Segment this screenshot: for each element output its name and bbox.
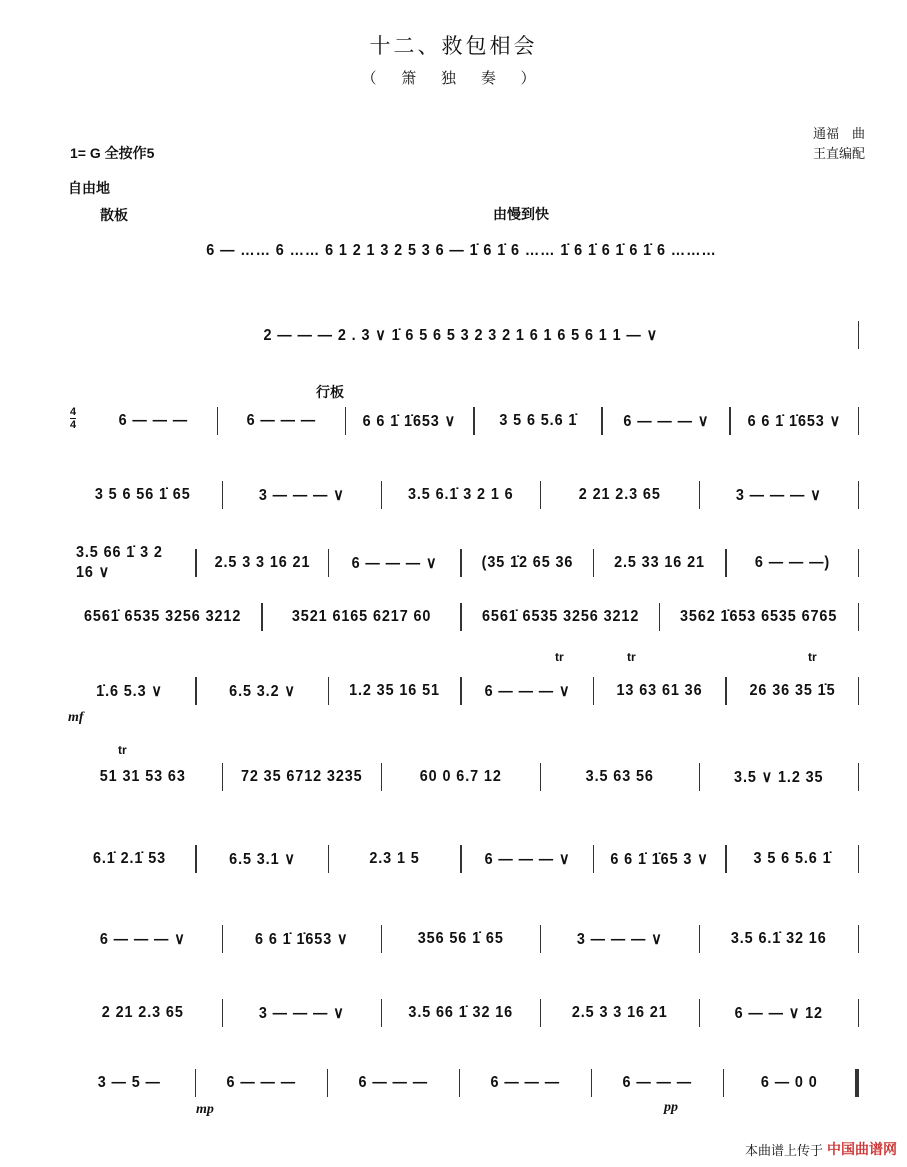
bar-line <box>195 1069 197 1097</box>
measure: 6 6 1̇ 1̇653 ∨ <box>362 413 457 430</box>
bar-line <box>381 999 383 1027</box>
trill-mark: tr <box>555 650 564 664</box>
measure: 13 63 61 36 <box>616 682 703 699</box>
bar-line <box>473 407 475 435</box>
measure: 6561̇ 6535 3256 3212 <box>481 608 639 625</box>
score-line <box>64 482 859 508</box>
bar-line <box>725 549 727 577</box>
bar-line <box>222 999 224 1027</box>
measure: 2.3 1 5 <box>369 850 420 867</box>
score-line <box>64 544 859 581</box>
key-signature: 1= G 全按作5 <box>70 145 155 161</box>
bar-line <box>460 845 462 873</box>
bar-line <box>381 925 383 953</box>
measure: 3 — — — ∨ <box>258 487 345 504</box>
bar-line <box>858 603 860 631</box>
bar-line <box>593 845 595 873</box>
measure: 3 — — — ∨ <box>258 1005 345 1022</box>
score-line <box>64 764 859 790</box>
bar-line <box>601 407 603 435</box>
measure: 2.5 33 16 21 <box>614 554 705 571</box>
measure: 356 56 1̇ 65 <box>417 930 504 947</box>
bar-line <box>459 1069 461 1097</box>
measure: 6 — — — <box>358 1074 429 1091</box>
bar-line <box>858 549 860 577</box>
marking-slow-to-fast: 由慢到快 <box>493 206 549 222</box>
measure: 6 — — ∨ 12 <box>734 1005 823 1022</box>
bar-line <box>659 603 661 631</box>
measure: 3.5 6.1̇ 32 16 <box>730 930 827 947</box>
score-line <box>64 322 859 348</box>
composer: 通福 曲 <box>812 126 865 141</box>
score-line <box>64 604 859 630</box>
measure: 6 — — — ∨ <box>99 931 186 948</box>
measure: 6 — — — <box>622 1074 693 1091</box>
score-line <box>64 1070 859 1096</box>
bar-line <box>222 763 224 791</box>
bar-line <box>858 321 860 349</box>
measure: 3 — 5 — <box>97 1074 161 1091</box>
measure: 2.5 3 3 16 21 <box>571 1004 668 1021</box>
measure: 2 21 2.3 65 <box>101 1004 184 1021</box>
footer-text: 本曲谱上传于 <box>744 1142 823 1158</box>
score-title: 十二、救包相会 <box>369 34 538 58</box>
bar-line <box>460 603 462 631</box>
measure: 72 35 6712 3235 <box>240 768 363 785</box>
measure: 6 — — — ∨ <box>484 683 570 700</box>
measure: 3.5 ∨ 1.2 35 <box>734 769 824 786</box>
measure: 3 5 6 5.6 1̇ <box>498 412 577 429</box>
measure: 2 21 2.3 65 <box>578 486 661 503</box>
bar-line <box>699 481 701 509</box>
measure: 3562 1̇653 6535 6765 <box>680 608 838 625</box>
bar-line <box>222 481 224 509</box>
measure: 2.5 3 3 16 21 <box>214 554 310 571</box>
bar-line <box>858 407 860 435</box>
measure: 3 5 6 56 1̇ 65 <box>94 486 191 503</box>
score-line <box>64 1000 859 1026</box>
bar-line <box>593 549 595 577</box>
score-line <box>64 238 859 264</box>
score-line <box>64 678 859 704</box>
bar-line <box>858 925 860 953</box>
bar-line <box>591 1069 593 1097</box>
measure: 26 36 35 1̇5 <box>749 682 835 699</box>
bar-line <box>858 845 860 873</box>
bar-line <box>327 1069 329 1097</box>
time-signature: 4 4 <box>70 406 77 431</box>
measure: 6 6 1̇ 1̇653 ∨ <box>747 413 841 430</box>
bar-line <box>217 407 219 435</box>
bar-line <box>460 677 462 705</box>
dynamic-mf: mf <box>68 710 84 725</box>
footer <box>745 1139 897 1159</box>
bar-line <box>855 1069 859 1097</box>
trill-mark: tr <box>808 650 817 664</box>
bar-line <box>723 1069 725 1097</box>
bar-line <box>540 481 542 509</box>
marking-sanban: 散板 <box>100 207 128 223</box>
measure: 3.5 66 1̇ 32 16 <box>408 1004 514 1021</box>
bar-line <box>540 763 542 791</box>
bar-line <box>222 925 224 953</box>
bar-line <box>593 677 595 705</box>
measure: 3.5 63 56 <box>585 768 654 785</box>
arranger: 王直编配 <box>812 146 865 161</box>
bar-line <box>858 763 860 791</box>
measure: 6.5 3.1 ∨ <box>228 851 296 868</box>
bar-line <box>195 845 197 873</box>
bar-line <box>381 481 383 509</box>
bar-line <box>195 677 197 705</box>
measure: 3.5 66 1̇ 3 2 16 ∨ <box>75 544 163 581</box>
measure: 6 — …… 6 …… 6 1 2 1 3 2 5 3 6 — 1̇ 6 1̇ 6 …… 1̇ 6 1̇ 6 1̇ 6 1̇ 6 ……… <box>206 242 717 259</box>
measure: 6 6 1̇ 1̇653 ∨ <box>255 931 349 948</box>
measure: 6 — — — <box>490 1074 561 1091</box>
measure: 3 5 6 5.6 1̇ <box>753 850 831 867</box>
bar-line <box>460 549 462 577</box>
measure: 51 31 53 63 <box>99 768 186 785</box>
measure: 3 — — — ∨ <box>735 487 822 504</box>
score-subtitle: （ 箫 独 奏 ） <box>361 69 546 87</box>
measure: 6 — — — ∨ <box>351 555 438 572</box>
bar-line <box>699 999 701 1027</box>
bar-line <box>729 407 731 435</box>
trill-mark: tr <box>627 650 636 664</box>
marking-xingban: 行板 <box>316 384 344 400</box>
measure: (35 1̇2 65 36 <box>481 554 573 571</box>
measure: 3.5 6.1̇ 3 2 1 6 <box>407 486 514 503</box>
bar-line <box>381 763 383 791</box>
bar-line <box>858 999 860 1027</box>
bar-line <box>858 481 860 509</box>
bar-line <box>261 603 263 631</box>
measure: 3 — — — ∨ <box>576 931 663 948</box>
measure: 2 — — — 2 . 3 ∨ 1̇ 6 5 6 5 3 2 3 2 1 6 1 6 5 6 1 1 — ∨ <box>263 327 659 344</box>
tempo-free: 自由地 <box>68 180 110 196</box>
measure: 6 — — — ∨ <box>484 851 570 868</box>
bar-line <box>699 925 701 953</box>
measure: 6.1̇ 2.1̇ 53 <box>92 850 167 867</box>
measure: 6561̇ 6535 3256 3212 <box>84 608 242 625</box>
site-logo: 中国曲谱网 <box>827 1141 897 1157</box>
bar-line <box>725 845 727 873</box>
measure: 6 — — — <box>118 412 189 429</box>
measure: 6.5 3.2 ∨ <box>228 683 296 700</box>
bar-line <box>328 845 330 873</box>
bar-line <box>699 763 701 791</box>
dynamic-mp: mp <box>196 1102 214 1117</box>
bar-line <box>328 549 330 577</box>
measure: 1̇.6 5.3 ∨ <box>96 683 163 700</box>
bar-line <box>195 549 197 577</box>
measure: 6 — — —) <box>754 554 830 571</box>
measure: 6 — — — <box>246 412 317 429</box>
bar-line <box>725 677 727 705</box>
dynamic-pp: pp <box>664 1100 678 1115</box>
measure: 3521 6165 6217 60 <box>291 608 432 625</box>
score-line <box>90 408 859 434</box>
trill-mark: tr <box>118 743 127 757</box>
measure: 6 — — — <box>226 1074 297 1091</box>
measure: 6 6 1̇ 1̇65 3 ∨ <box>610 851 709 868</box>
bar-line <box>540 999 542 1027</box>
bar-line <box>540 925 542 953</box>
measure: 1.2 35 16 51 <box>349 682 440 699</box>
bar-line <box>345 407 347 435</box>
measure: 60 0 6.7 12 <box>419 768 502 785</box>
bar-line <box>858 677 860 705</box>
score-line <box>64 926 859 952</box>
measure: 6 — — — ∨ <box>623 413 709 430</box>
score-line <box>64 846 859 872</box>
bar-line <box>328 677 330 705</box>
measure: 6 — 0 0 <box>761 1074 819 1091</box>
